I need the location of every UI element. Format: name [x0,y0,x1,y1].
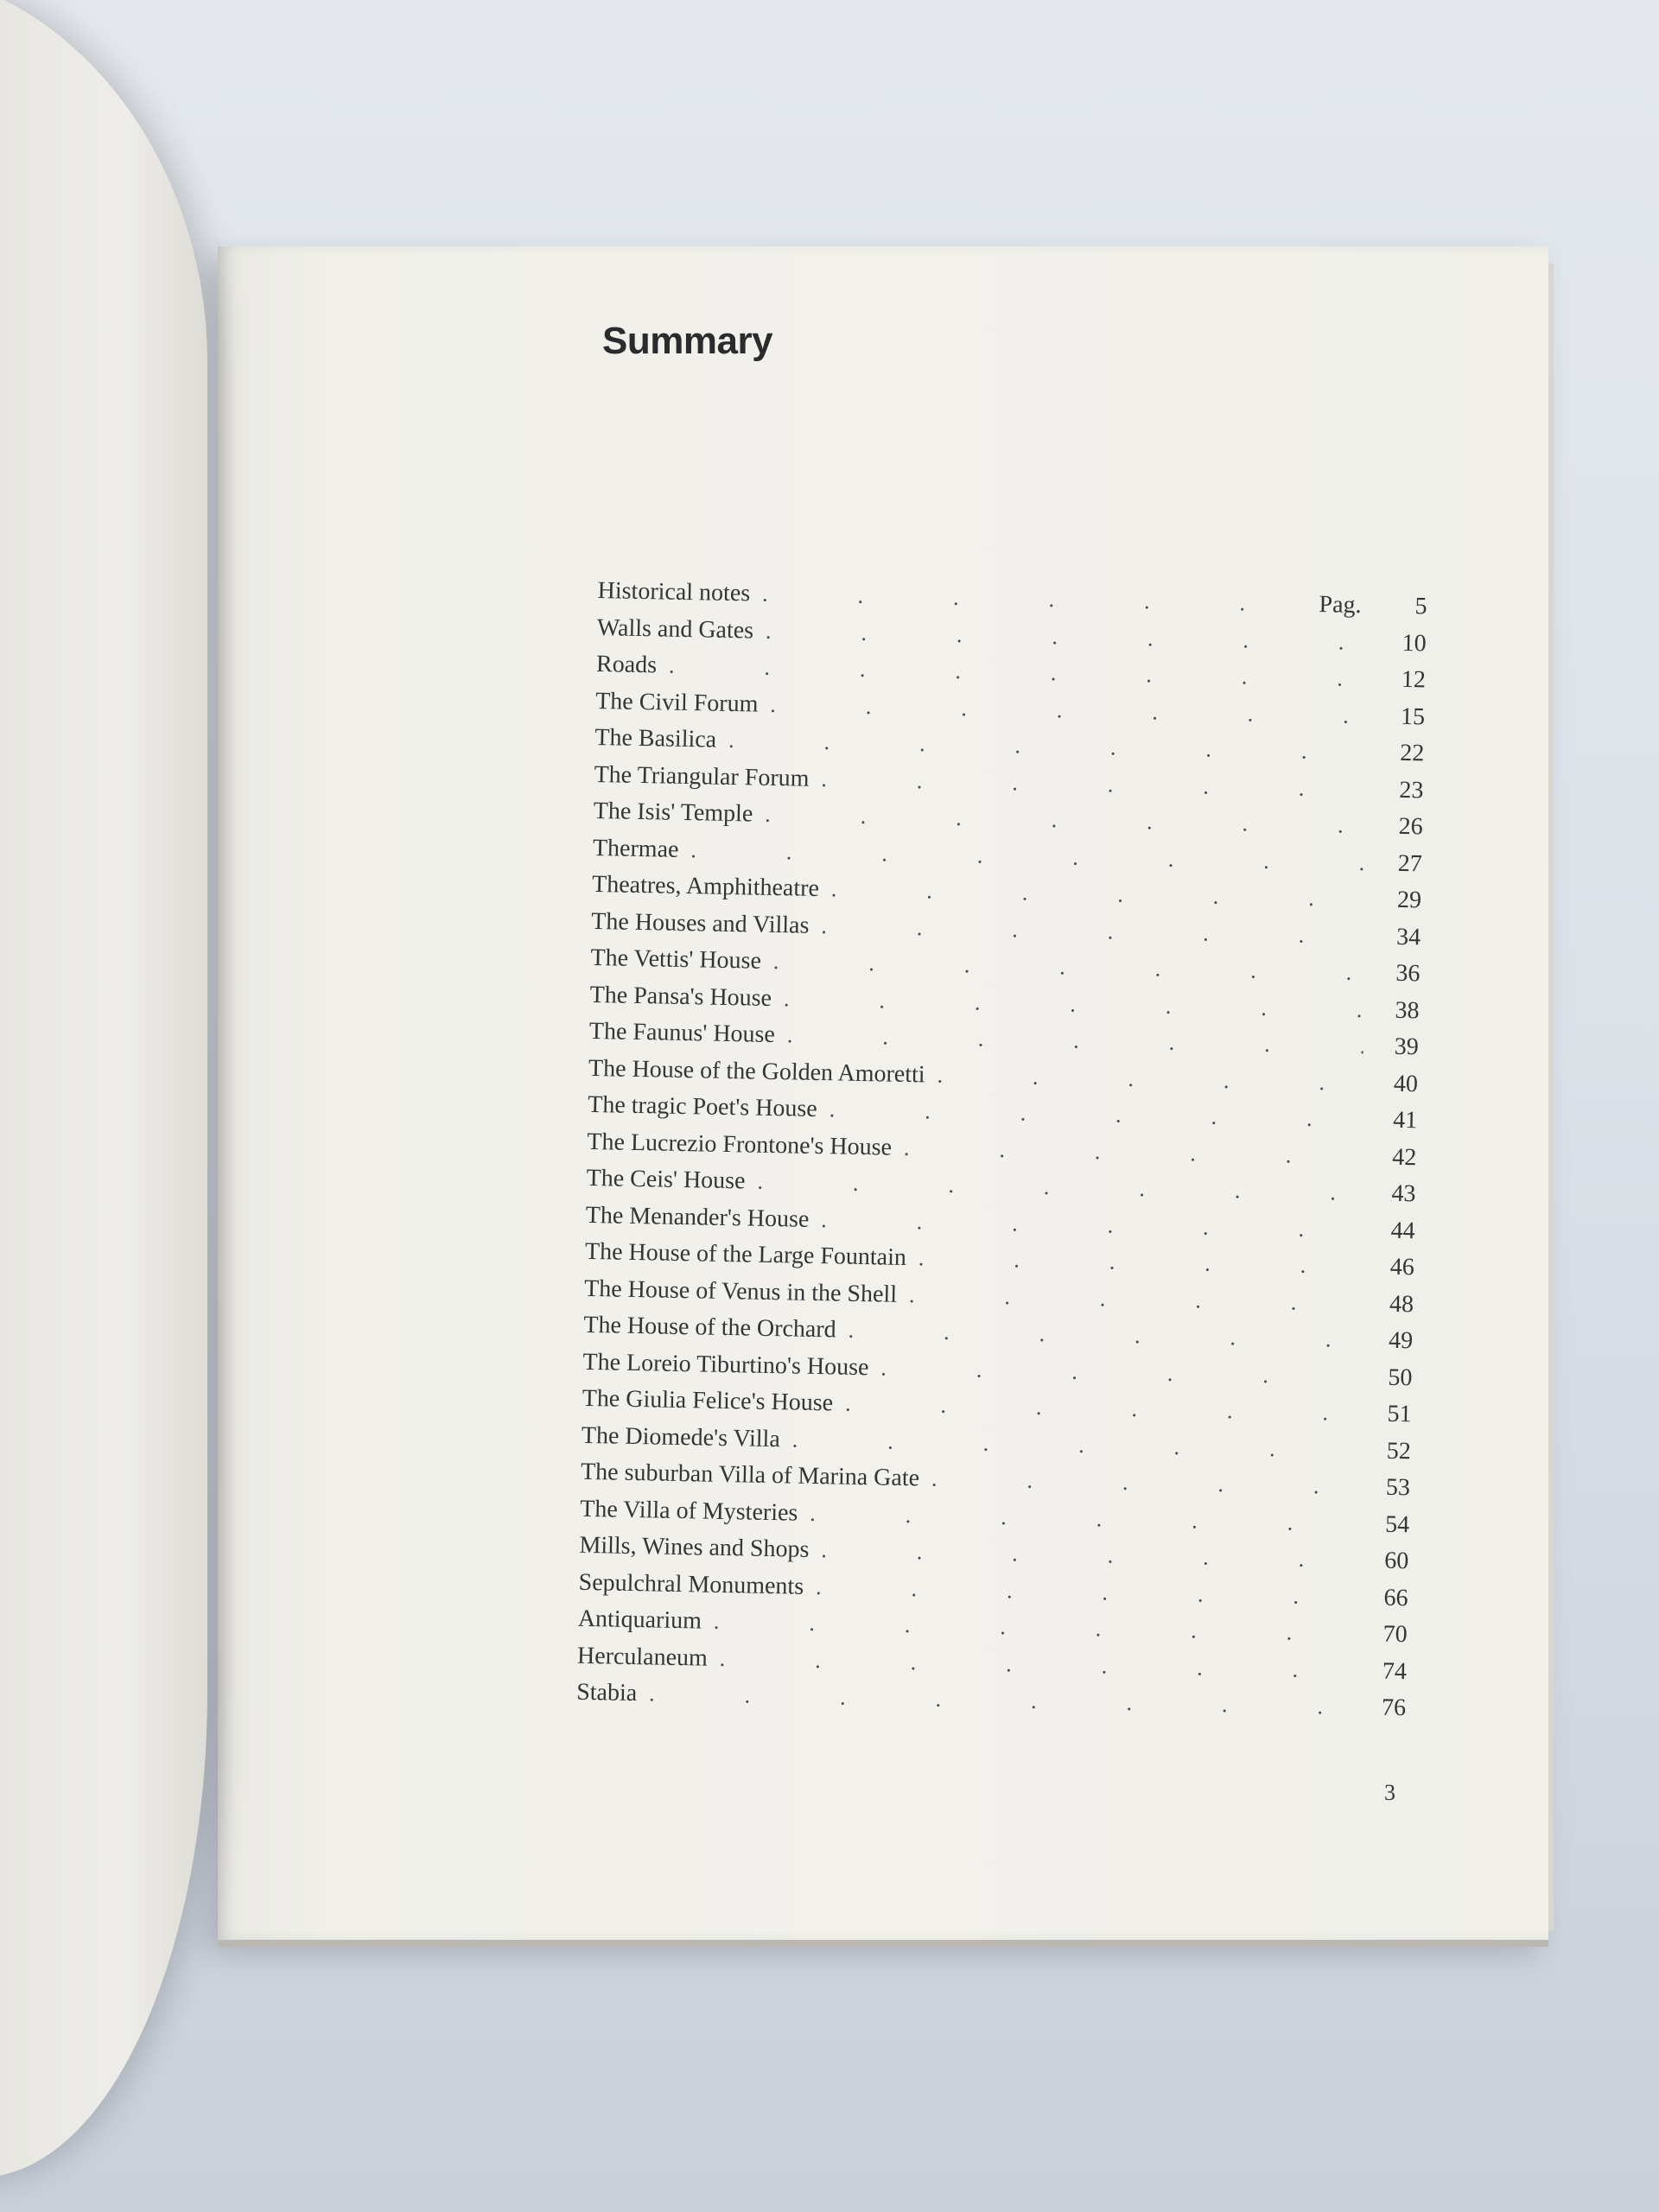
toc-entry-title: Mills, Wines and Shops [579,1531,810,1563]
toc-entry-title: The Isis' Temple [593,797,753,828]
toc-entry-title: The tragic Poet's House [587,1090,818,1122]
toc-entry-page: 53 [1385,1473,1411,1502]
toc-entry-title: The Loreio Tiburtino's House [582,1348,869,1381]
toc-entry-title: Thermae [592,834,679,863]
toc-entry-title: The House of the Large Fountain [584,1237,907,1271]
toc-entry-page: 74 [1382,1657,1408,1685]
toc-entry-page: 36 [1395,959,1421,988]
toc-entry-page: 38 [1395,996,1420,1024]
toc-entry-page: 46 [1389,1253,1415,1281]
toc-entry-page: 39 [1394,1033,1420,1061]
toc-entry-title: Antiquarium [577,1605,702,1635]
toc-entry-page: 34 [1395,923,1421,950]
toc-entry-title: The Villa of Mysteries [580,1495,798,1527]
toc-entry-page: 15 [1400,702,1426,730]
toc-entry-title: The Civil Forum [594,687,759,718]
page-edge [1548,264,1554,1931]
toc-entry-page: 70 [1382,1620,1408,1649]
toc-entry-page: 26 [1398,812,1423,841]
toc-entry-page: 52 [1386,1437,1412,1465]
toc-entry-title: Stabia [575,1678,638,1707]
toc-entry-title: The Faunus' House [588,1017,776,1049]
toc-entry-title: The Houses and Villas [591,907,810,939]
toc-entry-title: The Menander's House [585,1201,810,1233]
toc-entry-page: 5 [1414,593,1427,620]
toc-entry-title: Historical notes [597,577,751,607]
toc-entry-page: 66 [1383,1584,1408,1611]
page-bottom-edge [218,1940,1548,1947]
page-number: 3 [1384,1780,1395,1805]
toc-entry-page: 48 [1389,1290,1414,1318]
toc-entry-title: Walls and Gates [596,613,754,644]
toc-entry-title: The Triangular Forum [594,760,810,792]
toc-entry-page: 51 [1387,1400,1412,1428]
toc-entry-page: 23 [1399,776,1424,804]
toc-entry-title: The Diomede's Villa [581,1421,781,1452]
toc-entry-page: 40 [1393,1070,1419,1097]
toc-entry-title: The House of the Orchard [583,1311,836,1344]
toc-entry-title: Roads [595,650,658,679]
toc-entry-page: 41 [1392,1106,1418,1135]
toc-entry-title: The House of the Golden Amoretti [588,1054,925,1088]
toc-entry-page: 27 [1397,849,1423,877]
toc-entry-title: Sepulchral Monuments [578,1568,804,1600]
toc-entry-title: Herculaneum [576,1642,709,1672]
page-title: Summary [602,320,773,362]
toc-entry-title: The Ceis' House [586,1164,746,1195]
toc-dot-leader [762,582,1311,618]
toc-entry-page: 22 [1399,739,1425,767]
toc-entry-title: Theatres, Amphitheatre [591,870,820,902]
right-book-page [218,246,1548,1940]
toc-entry-page: 29 [1396,886,1422,914]
toc-entry-page: 54 [1384,1510,1410,1538]
toc-entry-title: The Vettis' House [590,944,762,975]
toc-entry-page: 76 [1381,1694,1407,1722]
toc-entry-title: The Giulia Felice's House [582,1384,834,1417]
toc-entry-title: The Lucrezio Frontone's House [587,1128,893,1161]
toc-entry-page: 49 [1388,1326,1414,1355]
toc-entry-title: The Pansa's House [589,981,772,1012]
toc-entry-page: 10 [1402,629,1427,657]
table-of-contents [576,577,1427,1732]
toc-entry-page: 12 [1401,665,1427,694]
toc-entry-title: The Basilica [594,723,717,753]
toc-entry-page: 50 [1388,1363,1413,1391]
toc-entry-title: The suburban Villa of Marina Gate [580,1458,920,1492]
toc-entry-title: The House of Venus in the Shell [583,1274,898,1308]
toc-entry-page: 60 [1384,1547,1409,1575]
toc-entry-page: 42 [1391,1143,1417,1171]
toc-page-prefix: Pag. [1319,591,1362,619]
toc-entry-page: 43 [1391,1179,1416,1208]
left-book-page [0,0,207,2177]
toc-entry-page: 44 [1390,1217,1415,1244]
